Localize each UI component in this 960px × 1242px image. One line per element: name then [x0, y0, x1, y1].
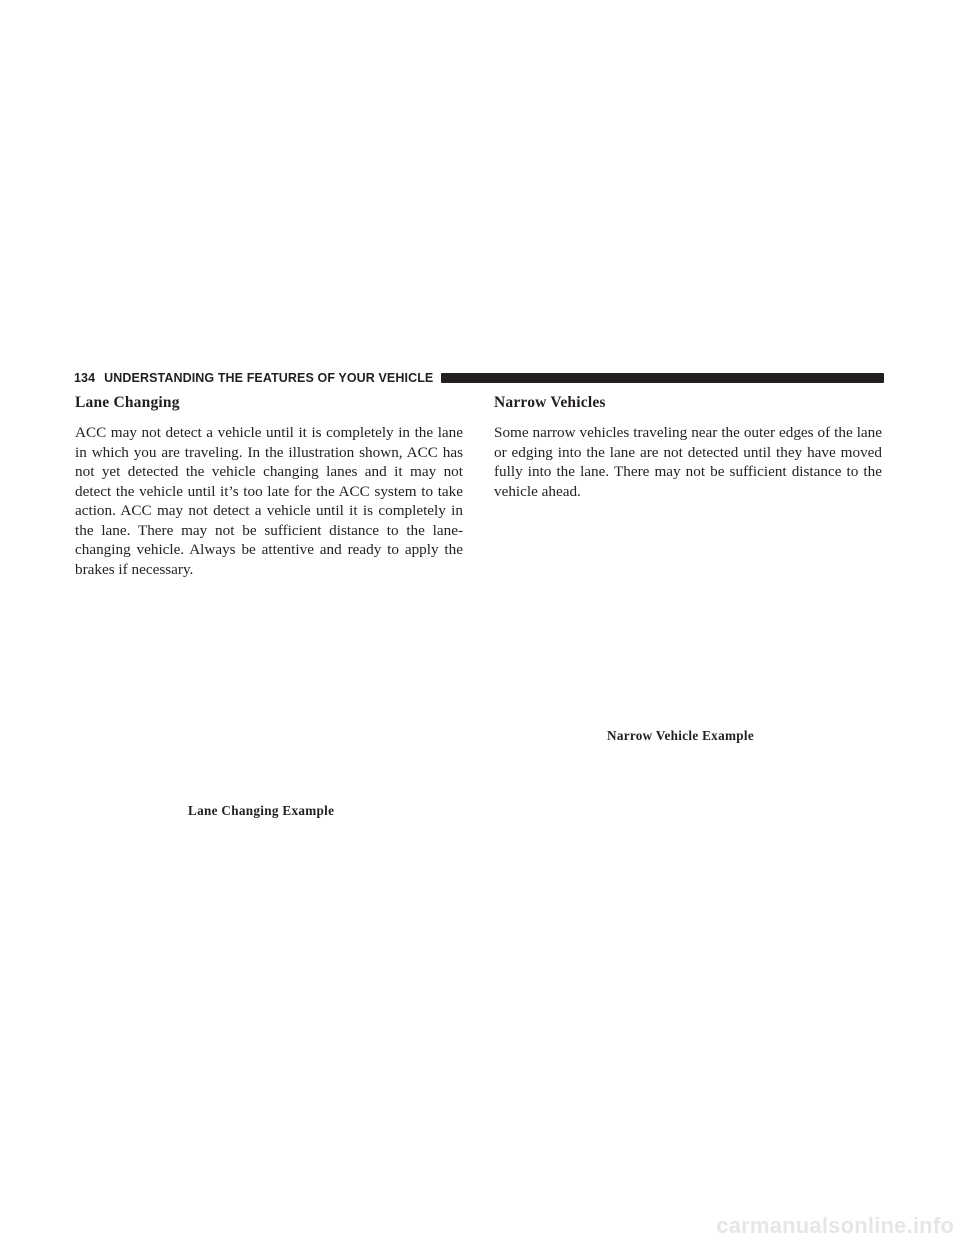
lane-changing-body: ACC may not detect a vehicle until it is completely in the lane in which you are traveling. In the illustration shown, ACC has not yet detected the vehicle changing lanes and it may not detect the vehicle until it’s too late for the ACC system to take action. ACC may not detect a vehicle until it is completely in the lane. There may not be sufficient distance to the lane-changing vehicle. Always be attentive and ready to apply the brakes if necessary. [75, 424, 463, 578]
right-column [494, 394, 882, 501]
page-number: 134 [74, 371, 96, 385]
header-rule [441, 373, 884, 383]
page-header [74, 369, 884, 387]
section-title: UNDERSTANDING THE FEATURES OF YOUR VEHICLE [104, 371, 434, 385]
narrow-vehicles-heading: Narrow Vehicles [494, 394, 606, 411]
lane-changing-heading: Lane Changing [75, 394, 180, 411]
narrow-vehicles-body: Some narrow vehicles traveling near the outer edges of the lane or edging into the lane are not detected until they have moved fully into the lane. There may not be sufficient distance to the vehicle ahead. [494, 424, 882, 500]
watermark: carmanualsonline.info [716, 1213, 954, 1238]
left-column [75, 394, 463, 579]
lane-changing-caption: Lane Changing Example [188, 803, 335, 818]
narrow-vehicle-caption: Narrow Vehicle Example [607, 728, 755, 743]
